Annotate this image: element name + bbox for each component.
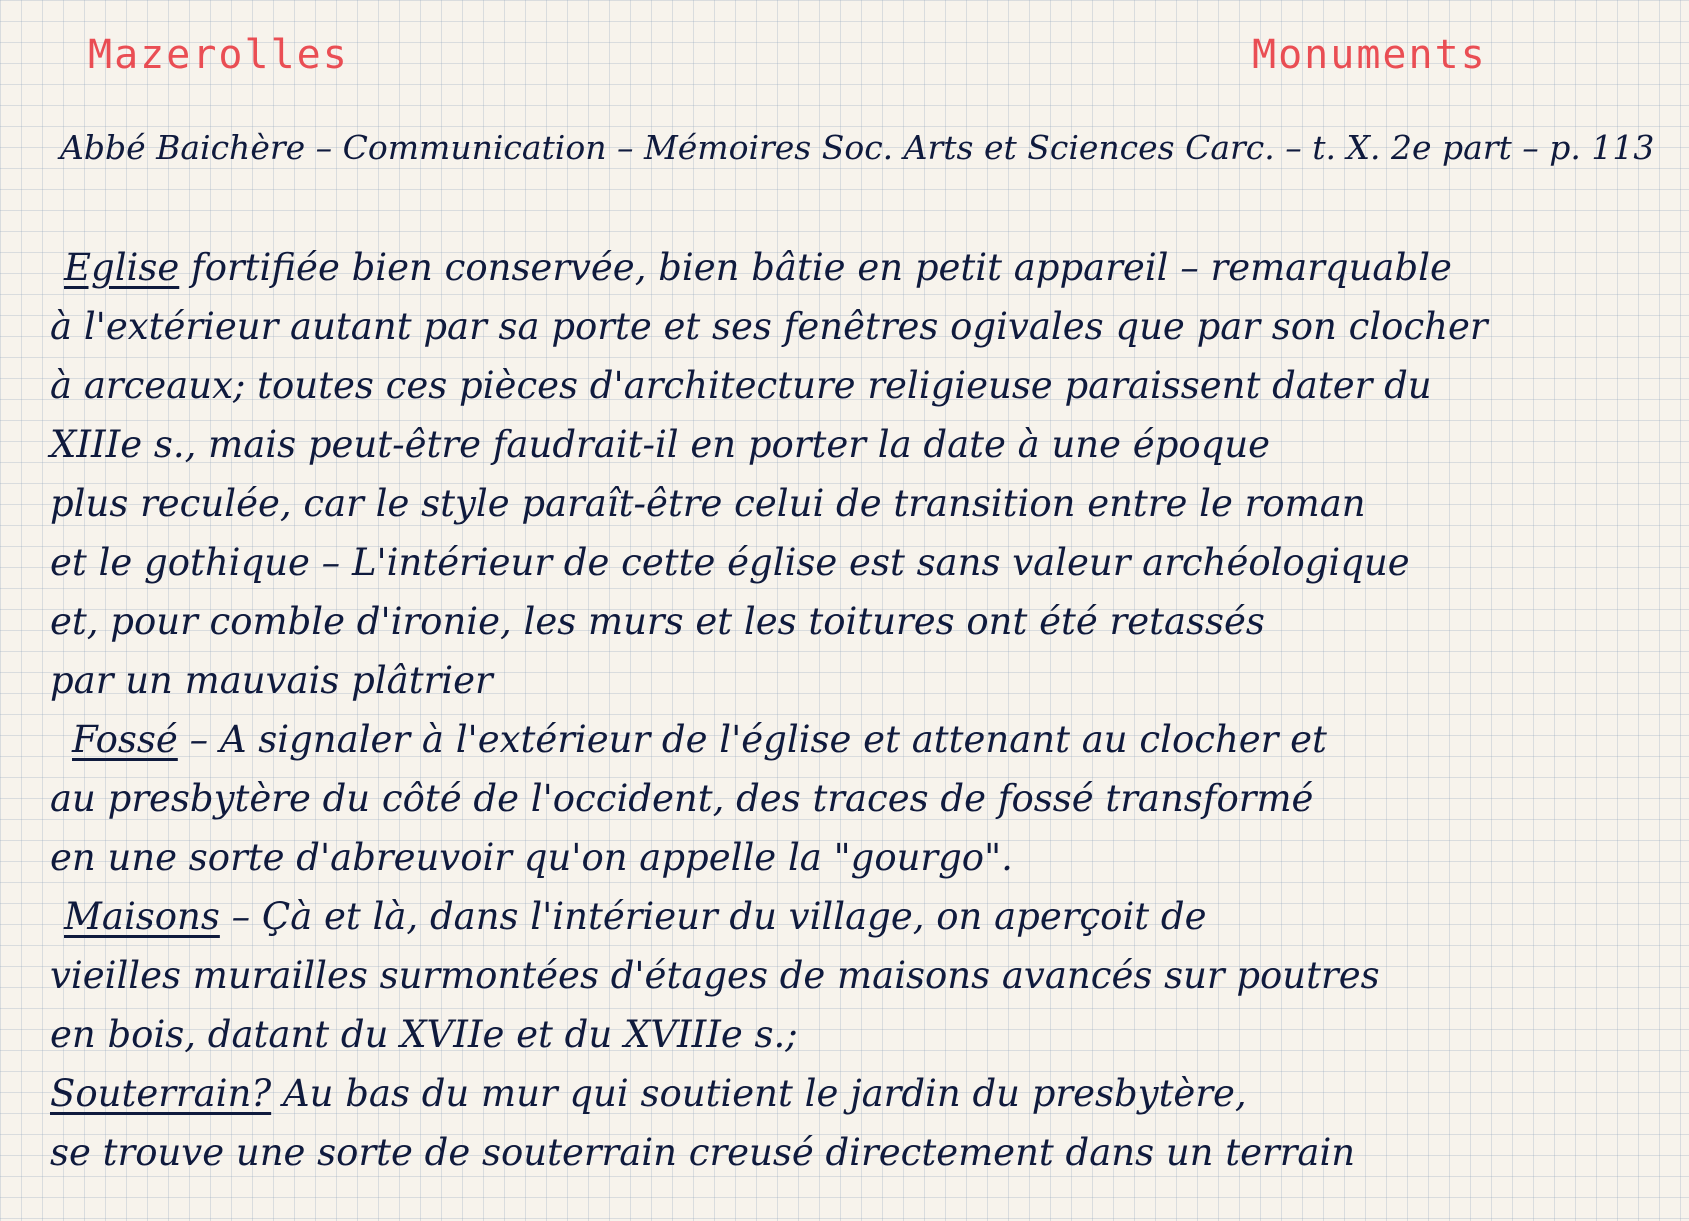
fosse-line-1 — [50, 710, 1670, 769]
souterrain-line: se trouve une sorte de souterrain creusé directement dans un terrain — [50, 1131, 1356, 1174]
eglise-line: par un mauvais plâtrier — [50, 659, 493, 702]
souterrain-line-1 — [50, 1064, 1670, 1123]
souterrain-heading: Souterrain? — [50, 1072, 272, 1115]
maisons-text: – Çà et là, dans l'intérieur du village, on aperçoit de — [231, 895, 1207, 938]
eglise-line: à arceaux; toutes ces pièces d'architecture religieuse paraissent dater du — [50, 364, 1432, 407]
card-body — [50, 238, 1670, 1182]
bibliographic-reference: Abbé Baichère – Communication – Mémoires Soc. Arts et Sciences Carc. – t. X. 2e part – p. 113 — [60, 128, 1655, 167]
category-stamp: Monuments — [1252, 32, 1487, 78]
fosse-heading: Fossé — [72, 718, 178, 761]
eglise-line-1 — [50, 238, 1670, 297]
eglise-line: plus reculée, car le style paraît-être celui de transition entre le roman — [50, 482, 1366, 525]
souterrain-text: Au bas du mur qui soutient le jardin du presbytère, — [282, 1072, 1247, 1115]
maisons-line: en bois, datant du XVIIe et du XVIIIe s.; — [50, 1013, 798, 1056]
eglise-line: et le gothique – L'intérieur de cette église est sans valeur archéologique — [50, 541, 1410, 584]
eglise-line: et, pour comble d'ironie, les murs et les toitures ont été retassés — [50, 600, 1265, 643]
fosse-text: – A signaler à l'extérieur de l'église et attenant au clocher et — [189, 718, 1327, 761]
eglise-line: XIIIe s., mais peut-être faudrait-il en porter la date à une époque — [50, 423, 1271, 466]
maisons-line-1 — [50, 887, 1670, 946]
fosse-line: au presbytère du côté de l'occident, des traces de fossé transformé — [50, 777, 1314, 820]
maisons-heading: Maisons — [64, 895, 220, 938]
eglise-line: à l'extérieur autant par sa porte et ses fenêtres ogivales que par son clocher — [50, 305, 1488, 348]
maisons-line: vieilles murailles surmontées d'étages de maisons avancés sur poutres — [50, 954, 1380, 997]
eglise-heading: Eglise — [64, 246, 180, 289]
eglise-text: fortifiée bien conservée, bien bâtie en petit appareil – remarquable — [191, 246, 1452, 289]
fosse-line: en une sorte d'abreuvoir qu'on appelle la "gourgo". — [50, 836, 1013, 879]
place-stamp: Mazerolles — [88, 32, 349, 78]
